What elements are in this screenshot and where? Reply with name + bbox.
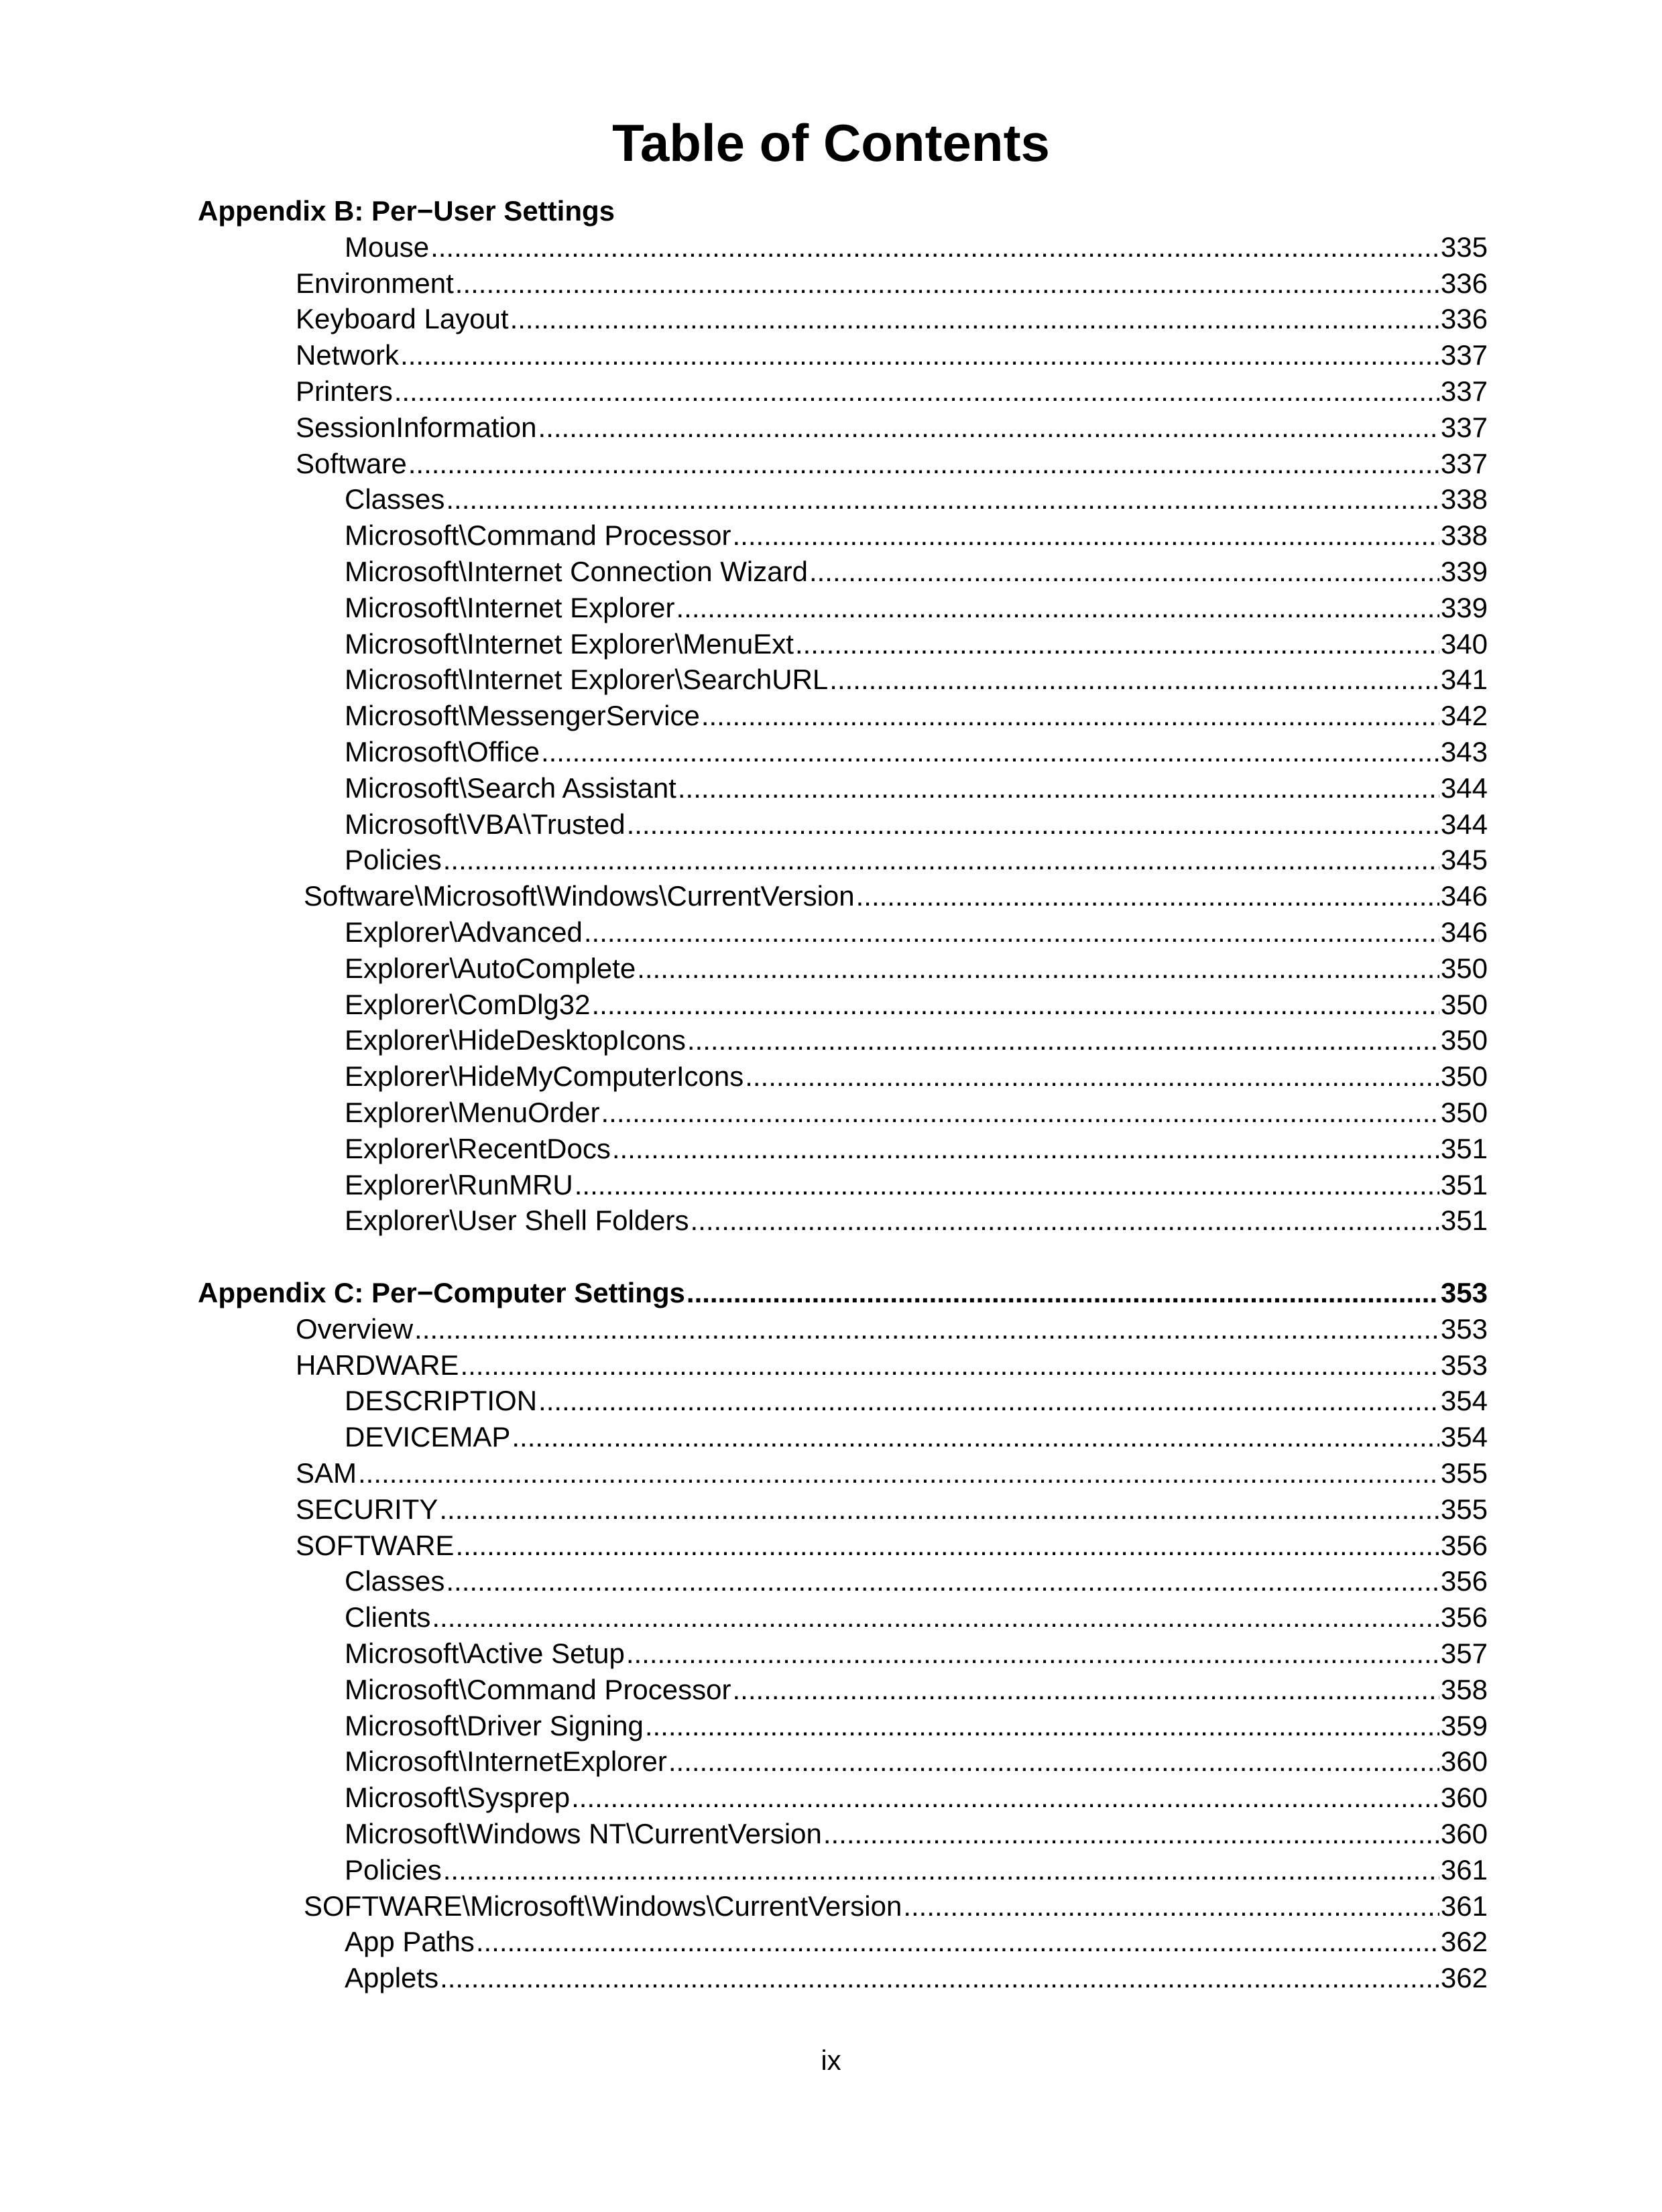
toc-entry-label: Classes bbox=[345, 483, 445, 515]
toc-entry-label: Overview bbox=[296, 1313, 414, 1345]
toc-page-number: 338 bbox=[1440, 483, 1488, 515]
dot-leader bbox=[575, 1167, 1439, 1203]
toc-entry[interactable] bbox=[304, 1888, 1488, 1924]
toc-entry-label: Explorer\MenuOrder bbox=[345, 1097, 600, 1128]
toc-entry[interactable] bbox=[345, 662, 1488, 698]
toc-section-heading[interactable] bbox=[198, 193, 1488, 229]
toc-entry[interactable] bbox=[296, 265, 1488, 302]
toc-entry-label: Appendix B: Per−User Settings bbox=[198, 195, 615, 227]
toc-page-number: 350 bbox=[1440, 1024, 1488, 1056]
toc-entry-label: Microsoft\Windows NT\CurrentVersion bbox=[345, 1818, 822, 1849]
toc-entry-label: Classes bbox=[345, 1565, 445, 1597]
toc-entry-label: Microsoft\Driver Signing bbox=[345, 1710, 644, 1741]
dot-leader bbox=[443, 842, 1439, 878]
toc-entry[interactable] bbox=[296, 1311, 1488, 1347]
toc-entry[interactable] bbox=[345, 1852, 1488, 1888]
toc-page-number: 353 bbox=[1440, 1349, 1488, 1381]
toc-entry-label: Appendix C: Per−Computer Settings bbox=[198, 1277, 685, 1308]
toc-entry-label: Software bbox=[296, 448, 407, 479]
dot-leader bbox=[510, 301, 1439, 337]
toc-page-number: 339 bbox=[1440, 592, 1488, 623]
toc-entry[interactable] bbox=[296, 410, 1488, 446]
dot-leader bbox=[541, 734, 1439, 770]
toc-entry[interactable] bbox=[345, 1960, 1488, 1996]
toc-page-number: 355 bbox=[1440, 1493, 1488, 1525]
toc-entry-label: Explorer\AutoComplete bbox=[345, 953, 636, 984]
toc-entry[interactable] bbox=[345, 1419, 1488, 1455]
dot-leader bbox=[678, 770, 1439, 806]
dot-leader bbox=[612, 1131, 1439, 1167]
dot-leader bbox=[443, 1852, 1439, 1888]
toc-page-number: 346 bbox=[1440, 916, 1488, 948]
toc-entry[interactable] bbox=[296, 1528, 1488, 1564]
toc-entry-label: Microsoft\Office bbox=[345, 736, 540, 767]
toc-entry-label: Explorer\RunMRU bbox=[345, 1169, 573, 1201]
toc-entry[interactable] bbox=[296, 1347, 1488, 1384]
toc-entry[interactable] bbox=[345, 517, 1488, 554]
toc-entry-label: SessionInformation bbox=[296, 412, 537, 443]
toc-entry-label: Microsoft\Internet Explorer\MenuExt bbox=[345, 628, 794, 660]
dot-leader bbox=[476, 1924, 1439, 1960]
toc-entry[interactable] bbox=[345, 1816, 1488, 1852]
toc-entry[interactable] bbox=[345, 1672, 1488, 1708]
dot-leader bbox=[829, 662, 1439, 698]
toc-entry[interactable] bbox=[345, 987, 1488, 1023]
toc-entry-label: Microsoft\Search Assistant bbox=[345, 772, 676, 804]
toc-page-number: 339 bbox=[1440, 556, 1488, 587]
toc-entry-label: Mouse bbox=[345, 231, 430, 263]
toc-entry[interactable] bbox=[345, 1780, 1488, 1816]
dot-leader bbox=[795, 626, 1439, 662]
toc-entry-label: Explorer\User Shell Folders bbox=[345, 1205, 689, 1236]
dot-leader bbox=[645, 1708, 1439, 1744]
toc-page-number: 356 bbox=[1440, 1601, 1488, 1633]
toc-page-number: 350 bbox=[1440, 953, 1488, 984]
toc-page-number: 360 bbox=[1440, 1818, 1488, 1849]
dot-leader bbox=[676, 590, 1439, 626]
dot-leader bbox=[733, 1672, 1439, 1708]
dot-leader bbox=[408, 446, 1439, 482]
dot-leader bbox=[687, 1275, 1439, 1311]
toc-entry-label: Policies bbox=[345, 1854, 442, 1886]
dot-leader bbox=[439, 1491, 1439, 1528]
dot-leader bbox=[394, 373, 1439, 410]
toc-page-number: 353 bbox=[1440, 1313, 1488, 1345]
toc-entry-label: Explorer\RecentDocs bbox=[345, 1133, 611, 1164]
dot-leader bbox=[414, 1311, 1439, 1347]
toc-page-number: 351 bbox=[1440, 1205, 1488, 1236]
toc-page-number: 350 bbox=[1440, 1097, 1488, 1128]
toc-entry-label: Environment bbox=[296, 267, 454, 299]
toc-entry-label: SOFTWARE\Microsoft\Windows\CurrentVersion bbox=[304, 1890, 902, 1922]
toc-entry[interactable] bbox=[345, 1636, 1488, 1672]
toc-entry-label: Policies bbox=[345, 844, 442, 875]
toc-page-number: 357 bbox=[1440, 1638, 1488, 1669]
toc-entry-label: Printers bbox=[296, 375, 393, 407]
toc-page-number: 342 bbox=[1440, 700, 1488, 731]
toc-entry-label: Explorer\Advanced bbox=[345, 916, 583, 948]
toc-entry[interactable] bbox=[345, 734, 1488, 770]
toc-entry[interactable] bbox=[296, 373, 1488, 410]
dot-leader bbox=[745, 1058, 1439, 1095]
dot-leader bbox=[601, 1095, 1439, 1131]
toc-entry[interactable] bbox=[345, 554, 1488, 590]
toc-entry[interactable] bbox=[304, 878, 1488, 914]
toc-entry[interactable] bbox=[345, 806, 1488, 843]
dot-leader bbox=[637, 950, 1439, 987]
toc-entry[interactable] bbox=[345, 914, 1488, 950]
toc-page-number: 351 bbox=[1440, 1133, 1488, 1164]
dot-leader bbox=[538, 410, 1439, 446]
dot-leader bbox=[455, 1528, 1439, 1564]
toc-page-number: 359 bbox=[1440, 1710, 1488, 1741]
dot-leader bbox=[627, 806, 1439, 843]
toc-entry[interactable] bbox=[296, 301, 1488, 337]
toc-page-number: 337 bbox=[1440, 412, 1488, 443]
toc-entry[interactable] bbox=[345, 1599, 1488, 1636]
toc-page-number: 346 bbox=[1440, 880, 1488, 912]
toc-page-number: 338 bbox=[1440, 519, 1488, 551]
toc-page-number: 344 bbox=[1440, 772, 1488, 804]
toc-section-heading[interactable] bbox=[198, 1275, 1488, 1311]
toc-entry-label: Microsoft\Command Processor bbox=[345, 519, 731, 551]
toc-page-number: 362 bbox=[1440, 1926, 1488, 1957]
toc-entry-label: Clients bbox=[345, 1601, 431, 1633]
toc-page-number: 340 bbox=[1440, 628, 1488, 660]
toc-entry-label: App Paths bbox=[345, 1926, 475, 1957]
toc-page-number: 356 bbox=[1440, 1530, 1488, 1561]
toc-entry-label: Microsoft\VBA\Trusted bbox=[345, 808, 626, 840]
toc-page-number: 337 bbox=[1440, 375, 1488, 407]
dot-leader bbox=[512, 1419, 1439, 1455]
dot-leader bbox=[538, 1383, 1439, 1419]
dot-leader bbox=[440, 1960, 1439, 1996]
toc-page-number: 361 bbox=[1440, 1854, 1488, 1886]
toc-entry[interactable] bbox=[345, 626, 1488, 662]
toc-page-number: 344 bbox=[1440, 808, 1488, 840]
toc-page-number: 355 bbox=[1440, 1457, 1488, 1489]
toc-entry-label: Microsoft\Active Setup bbox=[345, 1638, 625, 1669]
toc-entry-label: Microsoft\Command Processor bbox=[345, 1674, 731, 1705]
toc-entry[interactable] bbox=[345, 1924, 1488, 1960]
toc-entry-label: Microsoft\Internet Explorer bbox=[345, 592, 675, 623]
toc-entry-label: Software\Microsoft\Windows\CurrentVersion bbox=[304, 880, 855, 912]
dot-leader bbox=[446, 1563, 1439, 1599]
toc-page-number: 356 bbox=[1440, 1565, 1488, 1597]
dot-leader bbox=[584, 914, 1439, 950]
dot-leader bbox=[358, 1455, 1439, 1491]
dot-leader bbox=[733, 517, 1439, 554]
toc-page-number: 341 bbox=[1440, 664, 1488, 695]
dot-leader bbox=[430, 229, 1439, 265]
toc-entry-label: SAM bbox=[296, 1457, 357, 1489]
dot-leader bbox=[626, 1636, 1439, 1672]
toc-entry[interactable] bbox=[345, 590, 1488, 626]
toc-entry[interactable] bbox=[345, 698, 1488, 734]
toc-page-number: 336 bbox=[1440, 303, 1488, 334]
dot-leader bbox=[691, 1203, 1439, 1239]
toc-page-number: 361 bbox=[1440, 1890, 1488, 1922]
toc-entry[interactable] bbox=[296, 446, 1488, 482]
dot-leader bbox=[455, 265, 1439, 302]
toc-entry-label: Microsoft\Internet Connection Wizard bbox=[345, 556, 808, 587]
dot-leader bbox=[701, 698, 1439, 734]
toc-entry-label: HARDWARE bbox=[296, 1349, 459, 1381]
toc-entry-label: Explorer\ComDlg32 bbox=[345, 989, 591, 1020]
toc-entry[interactable] bbox=[345, 1058, 1488, 1095]
toc-entry-label: Applets bbox=[345, 1962, 439, 1993]
dot-leader bbox=[571, 1780, 1439, 1816]
toc-entry[interactable] bbox=[296, 1455, 1488, 1491]
toc-entry[interactable] bbox=[345, 950, 1488, 987]
toc-page-number: 358 bbox=[1440, 1674, 1488, 1705]
toc-page-number: 362 bbox=[1440, 1962, 1488, 1993]
toc-page-number: 360 bbox=[1440, 1745, 1488, 1777]
toc-page-number: 335 bbox=[1440, 231, 1488, 263]
toc-page-number: 350 bbox=[1440, 1060, 1488, 1092]
toc-entry[interactable] bbox=[345, 1563, 1488, 1599]
toc-page-number: 350 bbox=[1440, 989, 1488, 1020]
dot-leader bbox=[903, 1888, 1439, 1924]
toc-entry-label: Microsoft\MessengerService bbox=[345, 700, 700, 731]
toc-page-number: 336 bbox=[1440, 267, 1488, 299]
toc-entry[interactable] bbox=[296, 337, 1488, 373]
toc-entry[interactable] bbox=[345, 229, 1488, 265]
toc-entry-label: Explorer\HideDesktopIcons bbox=[345, 1024, 686, 1056]
toc-entry[interactable] bbox=[345, 1203, 1488, 1239]
dot-leader bbox=[446, 481, 1439, 517]
toc-entry-label: Microsoft\Sysprep bbox=[345, 1782, 571, 1813]
toc-entry-label: SECURITY bbox=[296, 1493, 438, 1525]
dot-leader bbox=[460, 1347, 1439, 1384]
toc-page-number: 345 bbox=[1440, 844, 1488, 875]
dot-leader bbox=[432, 1599, 1439, 1636]
toc-page-number: 337 bbox=[1440, 339, 1488, 371]
dot-leader bbox=[809, 554, 1439, 590]
toc-entry[interactable] bbox=[345, 1383, 1488, 1419]
toc-page-number: 354 bbox=[1440, 1385, 1488, 1416]
toc-entry-label: Keyboard Layout bbox=[296, 303, 509, 334]
toc-entry[interactable] bbox=[345, 770, 1488, 806]
toc-entry[interactable] bbox=[345, 1095, 1488, 1131]
toc-entry[interactable] bbox=[345, 1131, 1488, 1167]
toc-page-number: 337 bbox=[1440, 448, 1488, 479]
dot-leader bbox=[823, 1816, 1439, 1852]
toc-entry[interactable] bbox=[345, 842, 1488, 878]
toc-entry-label: Microsoft\Internet Explorer\SearchURL bbox=[345, 664, 829, 695]
toc-page-number: 353 bbox=[1440, 1277, 1488, 1308]
dot-leader bbox=[668, 1743, 1439, 1780]
toc-entry-label: DEVICEMAP bbox=[345, 1421, 511, 1453]
toc-page-number: 354 bbox=[1440, 1421, 1488, 1453]
toc-page-number: 360 bbox=[1440, 1782, 1488, 1813]
toc-entry[interactable] bbox=[345, 1167, 1488, 1203]
toc-entry-label: DESCRIPTION bbox=[345, 1385, 538, 1416]
toc-entry-label: Network bbox=[296, 339, 400, 371]
dot-leader bbox=[687, 1022, 1439, 1058]
toc-entry[interactable] bbox=[296, 1491, 1488, 1528]
toc-entry[interactable] bbox=[345, 1022, 1488, 1058]
dot-leader bbox=[591, 987, 1439, 1023]
toc-entry-label: SOFTWARE bbox=[296, 1530, 455, 1561]
page-number: ix bbox=[821, 2044, 841, 2076]
dot-leader bbox=[400, 337, 1439, 373]
toc-page-number: 351 bbox=[1440, 1169, 1488, 1201]
toc-entry-label: Microsoft\InternetExplorer bbox=[345, 1745, 667, 1777]
page-title: Table of Contents bbox=[612, 113, 1050, 172]
toc-entry[interactable] bbox=[345, 1708, 1488, 1744]
toc-page-number: 343 bbox=[1440, 736, 1488, 767]
toc-entry[interactable] bbox=[345, 481, 1488, 517]
toc-entry[interactable] bbox=[345, 1743, 1488, 1780]
toc-entry-label: Explorer\HideMyComputerIcons bbox=[345, 1060, 744, 1092]
dot-leader bbox=[856, 878, 1439, 914]
